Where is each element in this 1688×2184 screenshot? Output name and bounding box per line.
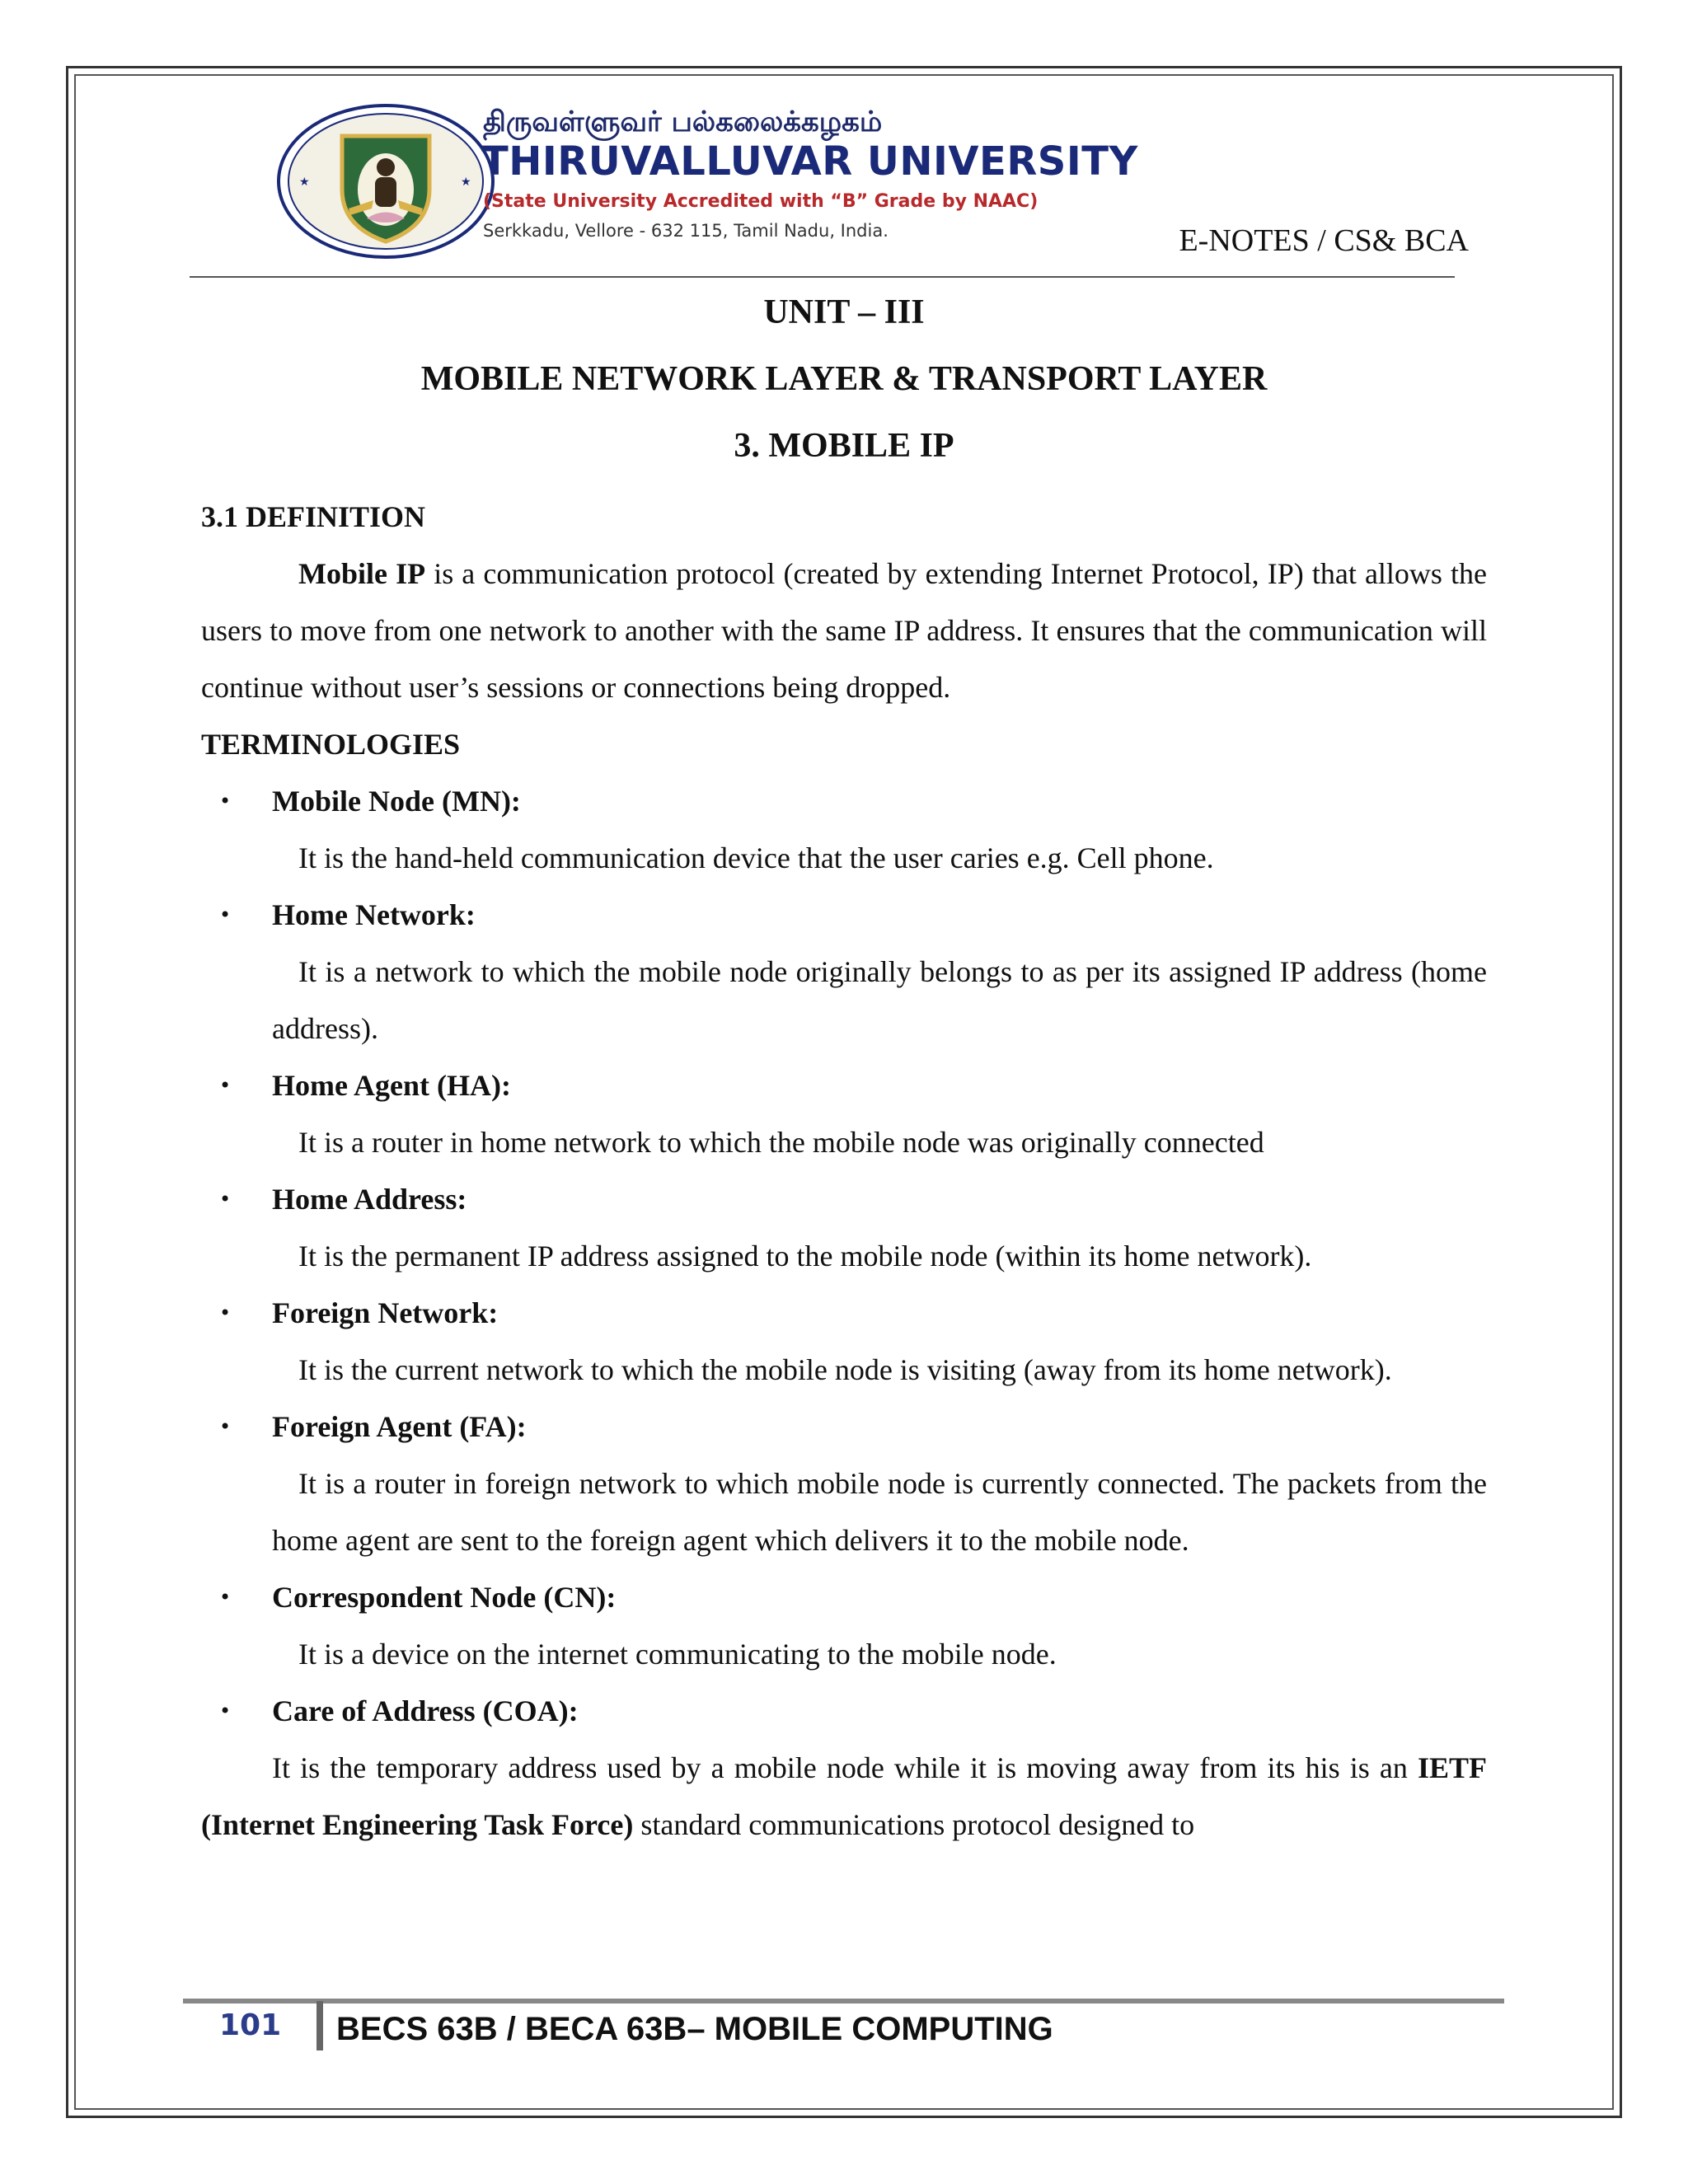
page-number: 101 — [219, 2008, 282, 2042]
term-label: Home Address: — [272, 1183, 467, 1216]
footer-rule — [183, 1999, 1504, 2004]
bullet-icon: • — [219, 1699, 232, 1722]
bullet-icon: • — [219, 1188, 232, 1211]
section-heading-definition: 3.1 DEFINITION — [201, 500, 426, 533]
unit-heading: UNIT – III — [763, 293, 925, 331]
term-description: It is the hand-held communication device that the user caries e.g. Cell phone. — [298, 841, 1214, 874]
definition-text: is a communication protocol (created by extending Internet Protocol, IP) that allows the users to move from one network to another with the same IP address. It ensures that the communication will continue without user’s sessions or connections being dropped. — [201, 557, 1488, 704]
notes-label: E-NOTES / CS& BCA — [1179, 223, 1469, 258]
term-description: It is the current network to which the mobile node is visiting (away from its home network). — [298, 1353, 1392, 1386]
term-label: Foreign Network: — [272, 1296, 499, 1329]
accreditation-text: (State University Accredited with “B” Grade by NAAC) — [483, 191, 1039, 212]
bullet-icon: • — [219, 1586, 232, 1609]
term-label: Home Network: — [272, 898, 476, 931]
bullet-icon: • — [219, 1415, 232, 1438]
bullet-icon: • — [219, 1074, 232, 1097]
term-home-agent — [201, 1057, 1487, 1114]
term-description: It is the permanent IP address assigned to the mobile node (within its home network). — [298, 1240, 1312, 1272]
header-divider — [190, 276, 1455, 278]
university-name: THIRUVALLUVAR UNIVERSITY — [481, 138, 1138, 185]
term-description: It is a router in foreign network to which mobile node is currently connected. The packets from the home agent are sent to the foreign agent which delivers it to the mobile node. — [272, 1467, 1487, 1557]
svg-text:★: ★ — [461, 176, 471, 189]
coa-text-end: standard communications protocol designed to — [633, 1808, 1195, 1841]
term-label: Home Agent (HA): — [272, 1069, 511, 1102]
term-foreign-agent — [201, 1399, 1487, 1455]
university-logo-icon — [274, 103, 497, 260]
chapter-title: 3. MOBILE IP — [734, 427, 954, 465]
definition-term: Mobile IP — [298, 557, 426, 590]
term-label: Foreign Agent (FA): — [272, 1410, 527, 1443]
footer-separator — [316, 2001, 323, 2050]
term-home-address — [201, 1171, 1487, 1228]
term-home-network — [201, 887, 1487, 944]
term-foreign-network — [201, 1285, 1487, 1342]
term-label: Care of Address (COA): — [272, 1694, 579, 1727]
coa-paragraph — [201, 1740, 1487, 1854]
unit-title: MOBILE NETWORK LAYER & TRANSPORT LAYER — [420, 360, 1268, 398]
university-address: Serkkadu, Vellore - 632 115, Tamil Nadu, India. — [483, 221, 889, 241]
document-body — [201, 489, 1487, 1854]
svg-text:★: ★ — [299, 176, 310, 189]
coa-text-start: It is the temporary address used by a mobile node while it is moving away from its his is an — [272, 1751, 1418, 1784]
term-correspondent-node — [201, 1569, 1487, 1626]
section-heading-terminologies: TERMINOLOGIES — [201, 728, 461, 761]
bullet-icon: • — [219, 1301, 232, 1324]
university-tamil-name: திருவள்ளுவர் பல்கலைக்கழகம் — [483, 105, 883, 138]
term-care-of-address — [201, 1683, 1487, 1740]
term-description: It is a network to which the mobile node originally belongs to as per its assigned IP address (home address). — [272, 955, 1487, 1045]
term-label: Mobile Node (MN): — [272, 785, 521, 818]
term-label: Correspondent Node (CN): — [272, 1581, 617, 1614]
definition-paragraph — [201, 546, 1487, 716]
bullet-icon: • — [219, 790, 232, 813]
coa-ietf-term: IETF (Internet Engineering Task Force) — [201, 1751, 1487, 1841]
term-description: It is a device on the internet communicating to the mobile node. — [298, 1638, 1057, 1671]
course-title: BECS 63B / BECA 63B– MOBILE COMPUTING — [336, 2011, 1053, 2047]
term-description: It is a router in home network to which the mobile node was originally connected — [298, 1126, 1264, 1159]
bullet-icon: • — [219, 903, 232, 926]
term-mobile-node — [201, 773, 1487, 830]
